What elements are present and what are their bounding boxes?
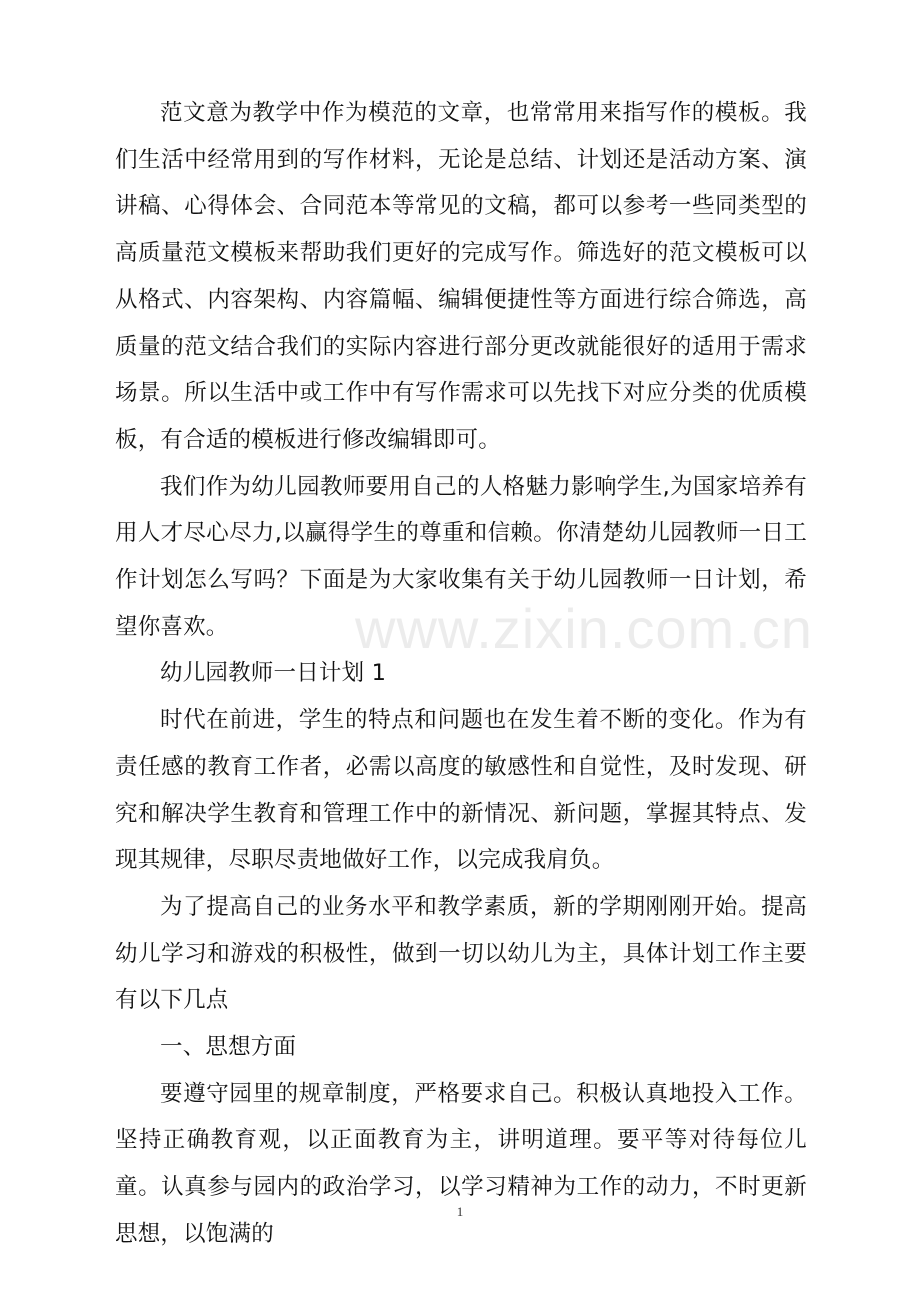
- watermark: www.zixin.com.cn: [355, 597, 813, 660]
- paragraph-body-1: 时代在前进，学生的特点和问题也在发生着不断的变化。作为有责任感的教育工作者，必需以高度的敏感性和自觉性，及时发现、研究和解决学生教育和管理工作中的新情况、新问题，掌握其特点、发现其规律，尽职尽责地做好工作，以完成我肩负。: [115, 707, 807, 874]
- paragraph-body-3: 要遵守园里的规章制度，严格要求自己。积极认真地投入工作。坚持正确教育观，以正面教育为主，讲明道理。要平等对待每位儿童。认真参与园内的政治学习，以学习精神为工作的动力，不时更新思想，以饱满的: [115, 1080, 807, 1247]
- paragraph-intro: 范文意为教学中作为模范的文章，也常常用来指写作的模板。我们生活中经常用到的写作材料，无论是总结、计划还是活动方案、演讲稿、心得体会、合同范本等常见的文稿，都可以参考一些同类型的高质量范文模板来帮助我们更好的完成写作。筛选好的范文模板可以从格式、内容架构、内容篇幅、编辑便捷性等方面进行综合筛选，高质量的范文结合我们的实际内容进行部分更改就能很好的适用于需求场景。所以生活中或工作中有写作需求可以先找下对应分类的优质模板，有合适的模板进行修改编辑即可。: [115, 100, 807, 453]
- subsection-heading: 一、思想方面: [160, 1034, 297, 1061]
- paragraph-body-2: 为了提高自己的业务水平和教学素质，新的学期刚刚开始。提高幼儿学习和游戏的积极性，做到一切以幼儿为主，具体计划工作主要有以下几点: [115, 893, 807, 1014]
- paragraph-preface: 我们作为幼儿园教师要用自己的人格魅力影响学生,为国家培养有用人才尽心尽力,以赢得学生的尊重和信赖。你清楚幼儿园教师一日工作计划怎么写吗？下面是为大家收集有关于幼儿园教师一日计划，希望你喜欢。: [115, 473, 807, 640]
- section-heading: 幼儿园教师一日计划 1: [160, 660, 387, 687]
- page-number: 1: [456, 1204, 464, 1219]
- document-body: [115, 90, 807, 1258]
